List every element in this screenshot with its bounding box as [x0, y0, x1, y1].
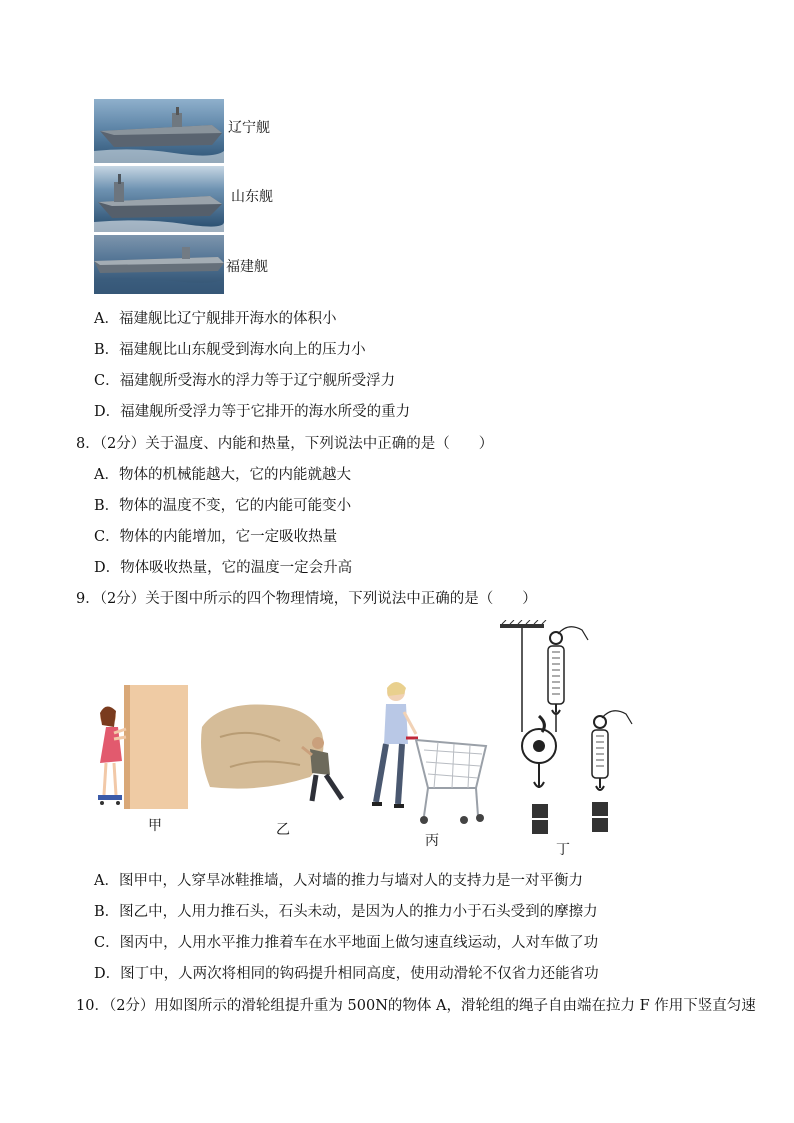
q9-stem: 9．（2分）关于图中所示的四个物理情境，下列说法中正确的是（ ）	[76, 591, 537, 607]
figure-yi-rock-push	[200, 697, 350, 809]
q9-option-d: D．图丁中，人两次将相同的钩码提升相同高度，使用动滑轮不仅省力还能省功	[94, 966, 599, 982]
figure-label-jia: 甲	[148, 818, 162, 834]
q9-option-c: C．图丙中，人用水平推力推着车在水平地面上做匀速直线运动，人对车做了功	[94, 935, 599, 951]
ship-label-shandong: 山东舰	[231, 189, 273, 205]
q7-option-b: B．福建舰比山东舰受到海水向上的压力小	[94, 342, 366, 358]
q7-option-a: A．福建舰比辽宁舰排开海水的体积小	[94, 311, 337, 327]
shandong-ship-image	[94, 166, 224, 232]
q10-stem: 10．（2分）用如图所示的滑轮组提升重为 500N的物体 A，滑轮组的绳子自由端在拉力 F 作用下竖直匀速	[76, 998, 756, 1014]
figure-ding-pulley	[496, 620, 638, 842]
liaoning-ship-image	[94, 99, 224, 163]
q7-option-c: C．福建舰所受海水的浮力等于辽宁舰所受浮力	[94, 373, 396, 389]
figure-bing-cart-push	[368, 678, 492, 828]
q8-option-b: B．物体的温度不变，它的内能可能变小	[94, 498, 352, 514]
q8-option-c: C．物体的内能增加，它一定吸收热量	[94, 529, 338, 545]
figure-jia-wall-push	[96, 683, 190, 811]
figure-label-bing: 丙	[425, 833, 439, 849]
figure-label-ding: 丁	[556, 842, 570, 858]
q8-stem: 8．（2分）关于温度、内能和热量，下列说法中正确的是（ ）	[76, 436, 494, 452]
figure-label-yi: 乙	[276, 822, 290, 838]
ship-label-liaoning: 辽宁舰	[228, 120, 270, 136]
q9-option-b: B．图乙中，人用力推石头，石头未动，是因为人的推力小于石头受到的摩擦力	[94, 904, 598, 920]
ship-label-fujian: 福建舰	[226, 259, 268, 275]
q9-option-a: A．图甲中，人穿旱冰鞋推墙，人对墙的推力与墙对人的支持力是一对平衡力	[94, 873, 583, 889]
q8-option-a: A．物体的机械能越大，它的内能就越大	[94, 467, 351, 483]
q7-option-d: D．福建舰所受浮力等于它排开的海水所受的重力	[94, 404, 411, 420]
q8-option-d: D．物体吸收热量，它的温度一定会升高	[94, 560, 353, 576]
fujian-ship-image	[94, 235, 224, 294]
